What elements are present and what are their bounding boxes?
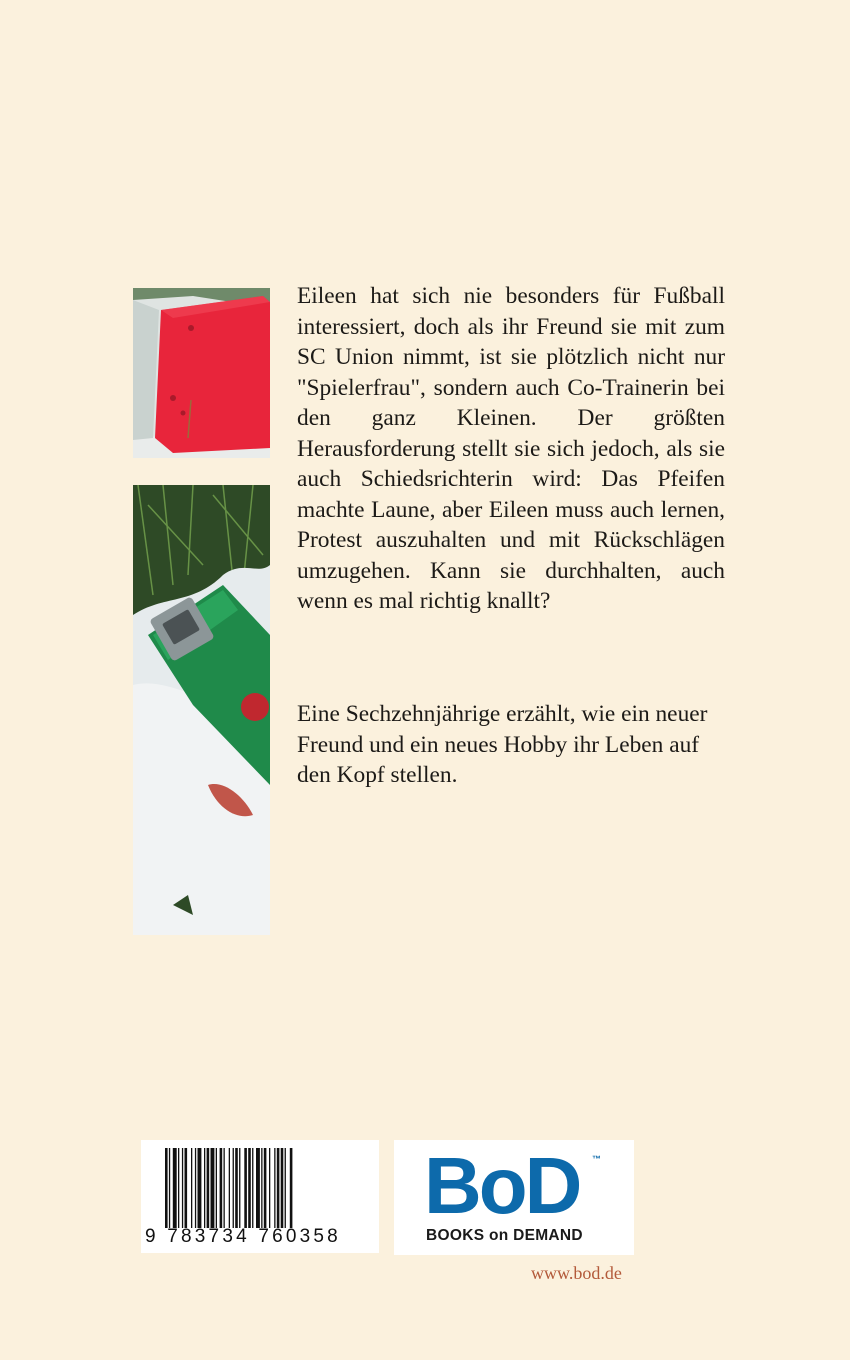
- barcode-bar: [274, 1148, 275, 1228]
- barcode-bar: [165, 1148, 168, 1228]
- barcode-bar: [178, 1148, 179, 1228]
- barcode-bar: [256, 1148, 260, 1228]
- isbn-barcode: [141, 1140, 379, 1253]
- isbn-number: 9 783734 760358: [145, 1226, 341, 1247]
- whistle-photo: [133, 485, 270, 935]
- barcode-bar: [233, 1148, 234, 1228]
- barcode-bar: [207, 1148, 210, 1228]
- publisher-tagline: BOOKS on DEMAND: [426, 1227, 583, 1244]
- barcode-bar: [239, 1148, 240, 1228]
- barcode-bar: [195, 1148, 196, 1228]
- barcode-bar: [191, 1148, 192, 1228]
- barcode-bar: [169, 1148, 170, 1228]
- barcode-bar: [229, 1148, 230, 1228]
- barcode-bar: [261, 1148, 262, 1228]
- barcode-bar: [269, 1148, 270, 1228]
- barcode-bar: [198, 1148, 202, 1228]
- red-card-image: [133, 288, 270, 458]
- barcode-bar: [248, 1148, 251, 1228]
- barcode-bar: [224, 1148, 225, 1228]
- blurb-paragraph-2: Eine Sechzehnjährige erzählt, wie ein neuer Freund und ein neues Hobby ihr Leben auf den Kopf stellen.: [297, 701, 708, 788]
- barcode-bar: [252, 1148, 253, 1228]
- barcode-bar: [235, 1148, 238, 1228]
- barcode-bar: [281, 1148, 284, 1228]
- trademark-symbol: ™: [592, 1154, 601, 1164]
- barcode-bars: [165, 1148, 371, 1228]
- bod-logo-text: BoD: [424, 1141, 580, 1230]
- barcode-bar: [264, 1148, 267, 1228]
- barcode-bar: [220, 1148, 223, 1228]
- publisher-website[interactable]: www.bod.de: [531, 1263, 622, 1283]
- barcode-bar: [277, 1148, 280, 1228]
- red-card-photo: [133, 288, 270, 458]
- barcode-bar: [204, 1148, 205, 1228]
- whistle-image: [133, 485, 270, 935]
- barcode-bar: [285, 1148, 286, 1228]
- blurb-paragraph-1: Eileen hat sich nie besonders für Fußball interessiert, doch als ihr Freund sie mit zum SC Union nimmt, ist sie plötzlich nicht nur "Spielerfrau", sondern auch Co-Trainerin bei den ganz Kleinen. Der größten Herausforderung stellt sie sich jedoch, als sie auch Schiedsrichterin wird: Das Pfeifen machte Laune, aber Eileen muss auch lernen, Protest auszuhalten und mit Rückschlägen umzugehen. Kann sie durchhalten, auch wenn es mal richtig knallt?: [297, 283, 725, 614]
- barcode-bar: [185, 1148, 188, 1228]
- publisher-logo: [394, 1140, 634, 1255]
- barcode-bar: [211, 1148, 215, 1228]
- barcode-bar: [290, 1148, 293, 1228]
- barcode-bar: [244, 1148, 247, 1228]
- barcode-bar: [173, 1148, 177, 1228]
- barcode-bar: [216, 1148, 217, 1228]
- barcode-bar: [182, 1148, 183, 1228]
